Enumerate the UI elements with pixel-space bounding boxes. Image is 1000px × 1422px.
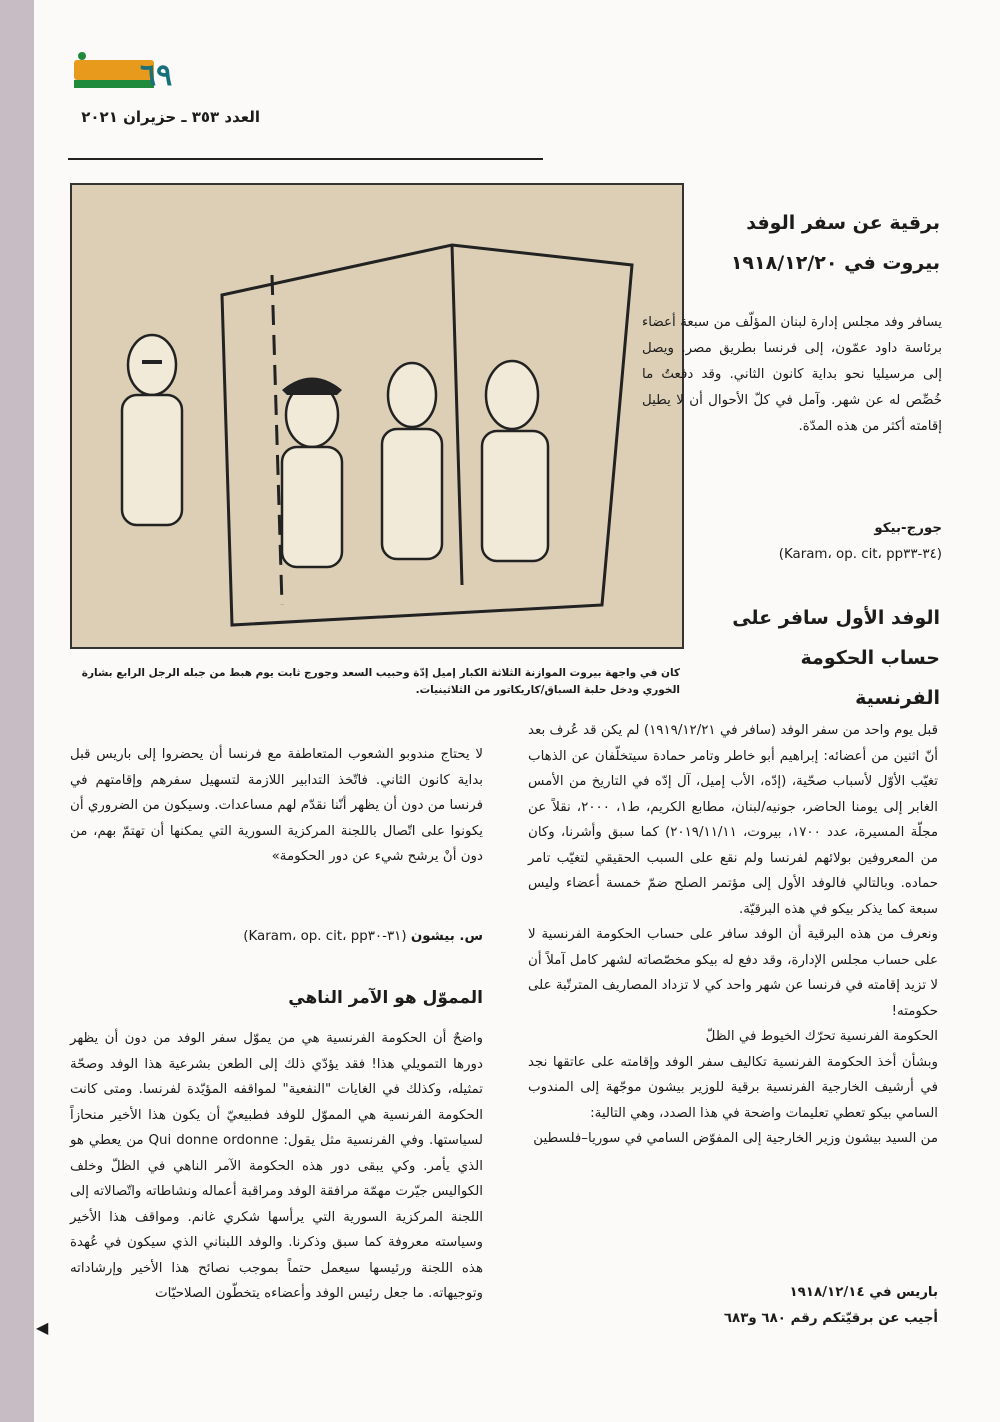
section2-title: [640, 598, 940, 718]
section1-signature: جورج-بيكو: [874, 521, 942, 536]
image-caption: كان في واجهة بيروت الموازنة الثلاثة الكبار إميل إدّة وحبيب السعد وجورج ثابت يوم هبط من جبله الرجل الرابع بشارة الخوري ودخل حلبة السباق/كاريكاتور من الثلاثينيات.: [81, 667, 680, 696]
section3-quote: [70, 742, 483, 870]
page-spine: [0, 0, 34, 1422]
section1-body: [642, 310, 942, 440]
section2-dateline: باريس في ١٩١٨/١٢/١٤: [789, 1285, 938, 1300]
section1-title: [640, 203, 940, 283]
section2-title-line3: الفرنسية: [855, 687, 940, 709]
section1-title-line2: بيروت في ١٩١٨/١٢/٢٠: [730, 252, 940, 274]
section3-heading: المموّل هو الآمر الناهي: [288, 988, 483, 1008]
section2-paragraph-5: من السيد بيشون وزير الخارجية إلى المفوّض السامي في سوريا–فلسطين: [533, 1131, 938, 1146]
caricature-image: [70, 183, 684, 649]
section2-paragraph-4: وبشأن أخذ الحكومة الفرنسية تكاليف سفر الوفد وإقامته على عاتقها نجد في أرشيف الخارجية الفرنسية برقية للوزير بيشون موجّهة إلى المندوب السامي بيكو تعطي تعليمات واضحة في هذا الصدد، وهي التالية:: [528, 1054, 938, 1121]
section2-paragraph-2: ونعرف من هذه البرقية أن الوفد سافر على حساب الحكومة الفرنسية لا على حساب مجلس الإدارة، وقد دفع له بيكو مخصّصاته لشهر كامل آملاً أن لا تزيد إقامته في فرنسا عن شهر واحد كي لا تزداد المصاريف المترتّبة على حكومته!: [528, 927, 938, 1019]
section2-paragraph-1: قبل يوم واحد من سفر الوفد (سافر في ١٩١٩/١٢/٢١) لم يكن قد عُرف بعد أنّ اثنين من أعضائه: إبراهيم أبو خاطر وتامر حمادة سيتخلّفان عن الذهاب تغيّب الأوّل لأسباب صحّية، (إدّه، الأب إميل، آل إدّه في التاريخ من الأمس الغابر إلى يومنا الحاضر، جونيه/لبنان، مطابع الكريم، ط١، ٢٠٠٠، نقلاً عن مجلّة المسيرة، عدد ١٧٠٠، بيروت، ٢٠١٩/١١/١١) كما سبق وأشرنا، وكان من المعروفين بولائهم لفرنسا ولم نقع على السبب الحقيقي لتغيّب تامر حماده. وبالتالي فالوفد الأول إلى مؤتمر الصلح ضمّ خمسة أعضاء وليس سبعة كما يذكر بيكو في هذه البرقيّة.: [528, 723, 939, 917]
section2-title-line2: حساب الحكومة: [800, 647, 940, 669]
page-number: ٦٩: [140, 58, 173, 93]
issue-line: العدد ٣٥٣ ـ حزيران ٢٠٢١: [81, 108, 260, 126]
section1-title-line1: برقية عن سفر الوفد: [746, 212, 940, 234]
header-rule: [68, 158, 543, 160]
section1-paragraph: يسافر وفد مجلس إدارة لبنان المؤلّف من سبعة أعضاء برئاسة داود عمّون، إلى فرنسا بطريق مصر. ويصل إلى مرسيليا نحو بداية كانون الثاني. وقد دفعتُ ما خُصِّص له عن شهر. وآمل في كلّ الأحوال أن لا يطيل إقامته أكثر من هذه المدّة.: [642, 315, 942, 434]
section3-signature: س. بيشون: [410, 929, 483, 944]
section2-title-line1: الوفد الأول سافر على: [732, 607, 940, 629]
section3-paragraph-1: لا يحتاج مندوبو الشعوب المتعاطفة مع فرنسا أن يحضروا إلى باريس قبل بداية كانون الثاني. فاتّخذ التدابير اللازمة لتسهيل سفرهم وإقامتهم في فرنسا من دون أن يظهر أنّنا نقدّم لهم مساعدات. وسيكون من الضروري أن يكونوا على اتّصال باللجنة المركزية السورية التي يمكنها أن تهتمّ بهم، من دون أنْ يرشح شيء عن دور الحكومة»: [70, 747, 483, 864]
section3-signature-line: [70, 924, 483, 950]
section3-reference: (٣١-Karam، op. cit، pp٣٠): [243, 929, 407, 944]
section3-paragraph-2: واضحٌ أن الحكومة الفرنسية هي من يموّل سفر الوفد من دون أن يظهر دورها التمويلي هذا! فقد يؤدّي ذلك إلى الطعن بشرعية هذا الوفد وصحّة تمثيله، وكذلك في الغايات "النفعية" لمواقفه المؤيّدة لفرنسا. ومتى كانت الحكومة الفرنسية هي المموّل للوفد فطبيعيّ أن يكون هذا الأخير منحازاً لسياستها. وفي الفرنسية مثل يقول: Qui donne ordonne من يعطي هو الذي يأمر. وكي يبقى دور هذه الحكومة الآمر الناهي في الظلّ وخلف الكواليس جيّرت مهمّة مرافقة الوفد ومراقبة أعماله ونشاطاته واتّصالاته إلى اللجنة المركزية السورية التي يرأسها شكري غانم. ومواقف هذا الأخير وسياسته معروفة كما سبق وذكرنا. والوفد اللبناني الذي سيكون في عُهدة هذه اللجنة ورئيسها سيعمل حتماً بموجب نصائح هذا الأخير وإرشاداته وتوجيهاته. ما جعل رئيس الوفد وأعضاءه يتخطّون الصلاحيّات: [70, 1031, 483, 1301]
section3-body: [70, 1026, 483, 1307]
section2-body: [528, 718, 938, 1152]
continue-arrow-icon: ◀: [36, 1318, 49, 1337]
section1-reference: (٣٤-Karam، op. cit، pp٣٣): [778, 547, 942, 562]
section2-subheading: الحكومة الفرنسية تحرّك الخيوط في الظلّ: [705, 1029, 938, 1044]
section2-reply: أجيب عن برقيّتكم رقم ٦٨٠ و٦٨٣: [723, 1311, 938, 1326]
